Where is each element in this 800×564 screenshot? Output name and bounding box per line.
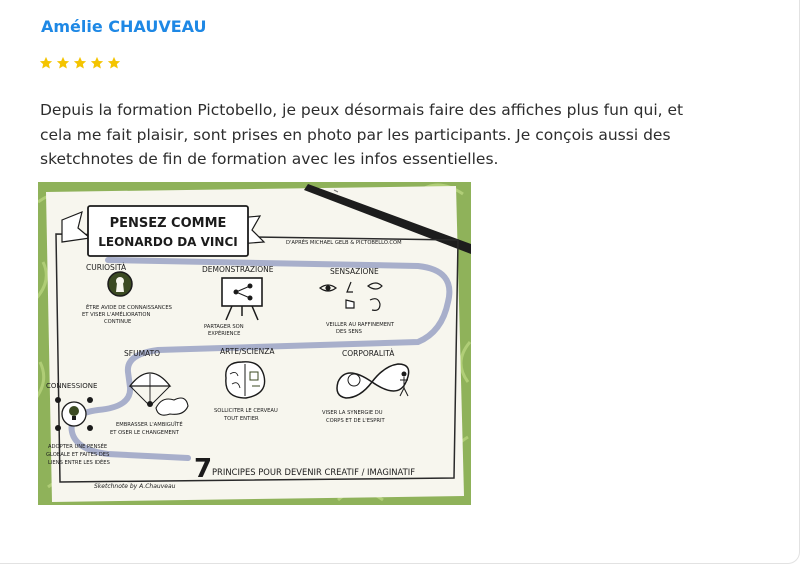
star-icon [90, 56, 104, 70]
brain-icon [226, 362, 265, 398]
sketchnote-signature: Sketchnote by A.Chauveau [94, 483, 176, 490]
principle-desc: EXPÉRIENCE [208, 331, 241, 337]
principle-desc: CONTINUE [104, 319, 132, 325]
star-icon [73, 56, 87, 70]
principle-desc: DES SENS [336, 329, 362, 335]
principle-desc: LIENS ENTRE LES IDÉES [48, 460, 110, 466]
sketchnote-credit: D'APRÈS MICHAEL GELB & PICTOBELLO.COM [286, 240, 402, 246]
principle-desc: ET OSER LE CHANGEMENT [110, 430, 179, 436]
principle-desc: ÊTRE AVIDE DE CONNAISSANCES [86, 305, 172, 311]
footer-text: PRINCIPES POUR DEVENIR CREATIF / IMAGINATIF [212, 467, 416, 477]
star-icon [39, 56, 53, 70]
review-text [40, 98, 740, 172]
keyhole-icon [108, 272, 132, 296]
principle-name: CORPORALITÀ [342, 349, 395, 358]
principle-desc: ET VISER L'AMÉLIORATION [82, 312, 151, 318]
reviewer-name: Amélie CHAUVEAU [41, 17, 207, 36]
review-text-line: sketchnotes de fin de formation avec les infos essentielles. [40, 150, 499, 168]
principle-name: CONNESSIONE [46, 382, 98, 390]
principle-desc: CORPS ET DE L'ESPRIT [326, 418, 385, 424]
principle-name: DEMONSTRAZIONE [202, 265, 274, 274]
presentation-board-icon [222, 278, 262, 320]
principle-name: SENSAZIONE [330, 267, 379, 276]
sketchnote-title-line2: LEONARDO DA VINCI [98, 235, 238, 249]
principle-desc: PARTAGER SON [204, 324, 244, 330]
rating-stars [39, 56, 121, 70]
principle-desc: VISER LA SYNERGIE DU [322, 410, 383, 416]
principle-name: SFUMATO [124, 349, 161, 358]
principle-desc: VEILLER AU RAFFINEMENT [326, 322, 395, 328]
review-text-line: cela me fait plaisir, sont prises en photo par les participants. Je conçois aussi des [40, 125, 671, 144]
sketchnote-title-line1: PENSEZ COMME [109, 216, 227, 231]
principle-desc: ADOPTER UNE PENSÉE [48, 444, 108, 450]
principle-desc: SOLLICITER LE CERVEAU [214, 408, 278, 414]
sketchnote-photo [38, 182, 471, 505]
review-text-line: Depuis la formation Pictobello, je peux désormais faire des affiches plus fun qui, et [40, 101, 684, 119]
principle-desc: EMBRASSER L'AMBIGUÏTÉ [116, 422, 183, 428]
principle-desc: GLOBALE ET FAITES DES [46, 452, 110, 458]
footer-number: 7 [194, 454, 213, 484]
star-icon [56, 56, 70, 70]
principle-desc: TOUT ENTIER [224, 416, 259, 422]
star-icon [107, 56, 121, 70]
principle-name: ARTE/SCIENZA [220, 347, 275, 356]
sketchnote-image [38, 182, 471, 505]
principle-name: CURIOSITÀ [86, 263, 127, 272]
